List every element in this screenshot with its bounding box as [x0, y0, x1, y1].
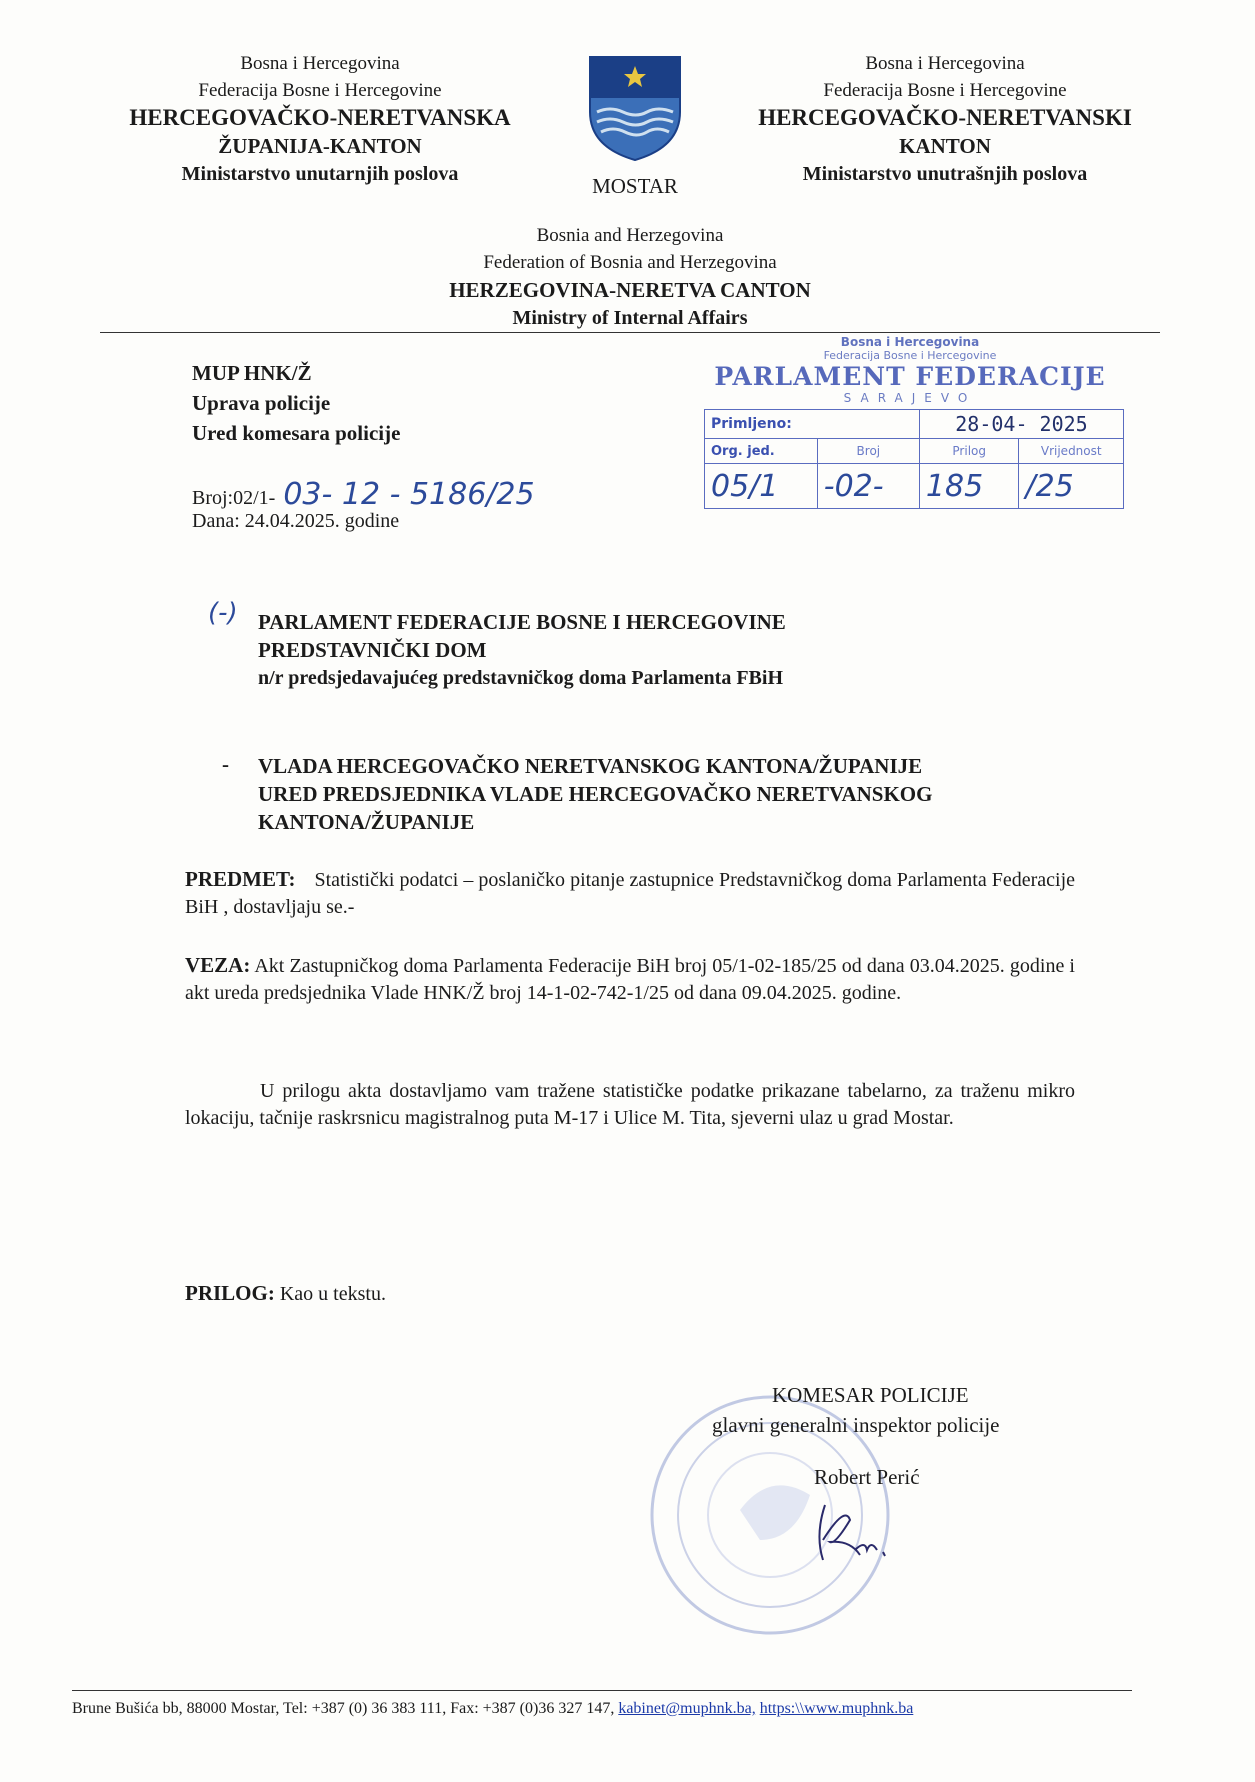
reference-label: VEZA:	[185, 953, 251, 977]
stamp-federation: Federacija Bosne i Hercegovine	[823, 349, 997, 362]
header-city: MOSTAR	[592, 174, 678, 198]
subject-label: PREDMET:	[185, 867, 296, 891]
recipient2-line2: URED PREDSJEDNIKA VLADE HERCEGOVAČKO NERETVANSKOG	[258, 782, 933, 806]
header-en-ministry: Ministry of Internal Affairs	[512, 307, 748, 329]
header-left-ministry: Ministarstvo unutarnjih poslova	[181, 163, 459, 185]
reference-paragraph	[185, 952, 1075, 1007]
broj-handwritten: 03- 12 - 5186/25	[283, 477, 535, 512]
header-left-canton-2: ŽUPANIJA-KANTON	[218, 134, 422, 158]
stamp-table	[704, 409, 1124, 509]
stamp-col-org: Org. jed.	[705, 439, 818, 464]
header-en-federation: Federation of Bosnia and Herzegovina	[483, 252, 777, 273]
reference-block	[192, 477, 612, 533]
header-right-canton-2: KANTON	[899, 134, 991, 158]
sender-ministry: MUP HNK/Ž	[192, 361, 312, 385]
handwritten-signature-icon	[805, 1500, 905, 1570]
body-paragraph: U prilogu akta dostavljamo vam tražene statističke podatke prikazane tabelarno, za traženu mikro lokaciju, tačnije raskrsnicu magistralnog puta M-17 i Ulice M. Tita, sjeverni ulaz u grad Mostar.	[185, 1080, 1075, 1129]
header-right-canton: HERCEGOVAČKO-NERETVANSKI	[758, 105, 1132, 130]
stamp-col-attachment: Prilog	[919, 439, 1019, 464]
stamp-parliament: PARLAMENT FEDERACIJE	[714, 362, 1106, 391]
header-center	[575, 52, 695, 199]
coat-of-arms-icon	[585, 52, 685, 162]
received-stamp	[700, 335, 1120, 509]
subject-paragraph	[185, 866, 1075, 921]
recipient2-block	[258, 752, 932, 836]
footer-divider	[72, 1690, 1132, 1691]
signature-title: KOMESAR POLICIJE	[772, 1383, 969, 1407]
stamp-received-date: 28-04- 2025	[919, 410, 1123, 439]
header-en-country: Bosnia and Herzegovina	[536, 225, 724, 246]
stamp-val-attachment: 185	[919, 464, 1019, 509]
recipient1-line2: PREDSTAVNIČKI DOM	[258, 638, 487, 662]
sender-administration: Uprava policije	[192, 391, 331, 415]
recipient1-line1: PARLAMENT FEDERACIJE BOSNE I HERCEGOVINE	[258, 610, 786, 634]
stamp-country: Bosna i Hercegovina	[840, 335, 980, 349]
broj-label: Broj:02/1-	[192, 487, 276, 509]
stamp-col-number: Broj	[817, 439, 919, 464]
stamp-city: SARAJEVO	[843, 391, 977, 405]
header-divider	[100, 332, 1160, 333]
header-english	[380, 222, 880, 332]
header-right-federation: Federacija Bosne i Hercegovine	[823, 80, 1067, 101]
recipient2-line1: VLADA HERCEGOVAČKO NERETVANSKOG KANTONA/ŽUPANIJE	[258, 754, 923, 778]
attachment-label: PRILOG:	[185, 1281, 275, 1305]
attachment-text: Kao u tekstu.	[279, 1283, 386, 1305]
header-left-canton: HERCEGOVAČKO-NERETVANSKA	[129, 105, 511, 130]
recipient1-block	[258, 608, 786, 692]
signature-name: Robert Perić	[814, 1465, 920, 1489]
recipient2-marker: -	[222, 752, 229, 776]
reference-text: Akt Zastupničkog doma Parlamenta Federacije BiH broj 05/1-02-185/25 od dana 03.04.2025. godine i akt ureda predsjednika Vlade HNK/Ž broj 14-1-02-742-1/25 od dana 09.04.2025. godine.	[185, 955, 1075, 1004]
footer-address: Brune Bušića bb, 88000 Mostar, Tel: +387 (0) 36 383 111, Fax: +387 (0)36 327 147,	[72, 1700, 615, 1717]
subject-text: Statistički podatci – poslaničko pitanje zastupnice Predstavničkog doma Parlamenta Federacije BiH , dostavljaju se.-	[185, 869, 1075, 918]
footer	[72, 1700, 1162, 1718]
recipient2-line3: KANTONA/ŽUPANIJE	[258, 810, 475, 834]
attachment-line	[185, 1280, 386, 1308]
header-en-canton: HERZEGOVINA-NERETVA CANTON	[449, 278, 811, 302]
stamp-received-label: Primljeno:	[705, 410, 920, 439]
dana-date: Dana: 24.04.2025. godine	[192, 510, 400, 532]
stamp-col-value: Vrijednost	[1019, 439, 1124, 464]
header-left	[110, 50, 530, 188]
recipient1-line3: n/r predsjedavajućeg predstavničkog doma Parlamenta FBiH	[258, 667, 783, 689]
stamp-val-org: 05/1	[705, 464, 818, 509]
header-left-country: Bosna i Hercegovina	[240, 53, 400, 74]
sender-office: Ured komesara policije	[192, 421, 401, 445]
stamp-val-value: /25	[1019, 464, 1124, 509]
signature-subtitle: glavni generalni inspektor policije	[712, 1413, 1000, 1437]
header-right-country: Bosna i Hercegovina	[865, 53, 1025, 74]
sender-block	[192, 358, 400, 448]
stamp-val-number: -02-	[817, 464, 919, 509]
header-right	[735, 50, 1155, 188]
recipient1-marker: (-)	[208, 598, 238, 628]
footer-email-link[interactable]: kabinet@muphnk.ba,	[618, 1700, 756, 1717]
header-left-federation: Federacija Bosne i Hercegovine	[198, 80, 442, 101]
signature-block	[712, 1380, 1000, 1492]
footer-website-link[interactable]: https:\\www.muphnk.ba	[759, 1700, 914, 1717]
header-right-ministry: Ministarstvo unutrašnjih poslova	[802, 163, 1088, 185]
